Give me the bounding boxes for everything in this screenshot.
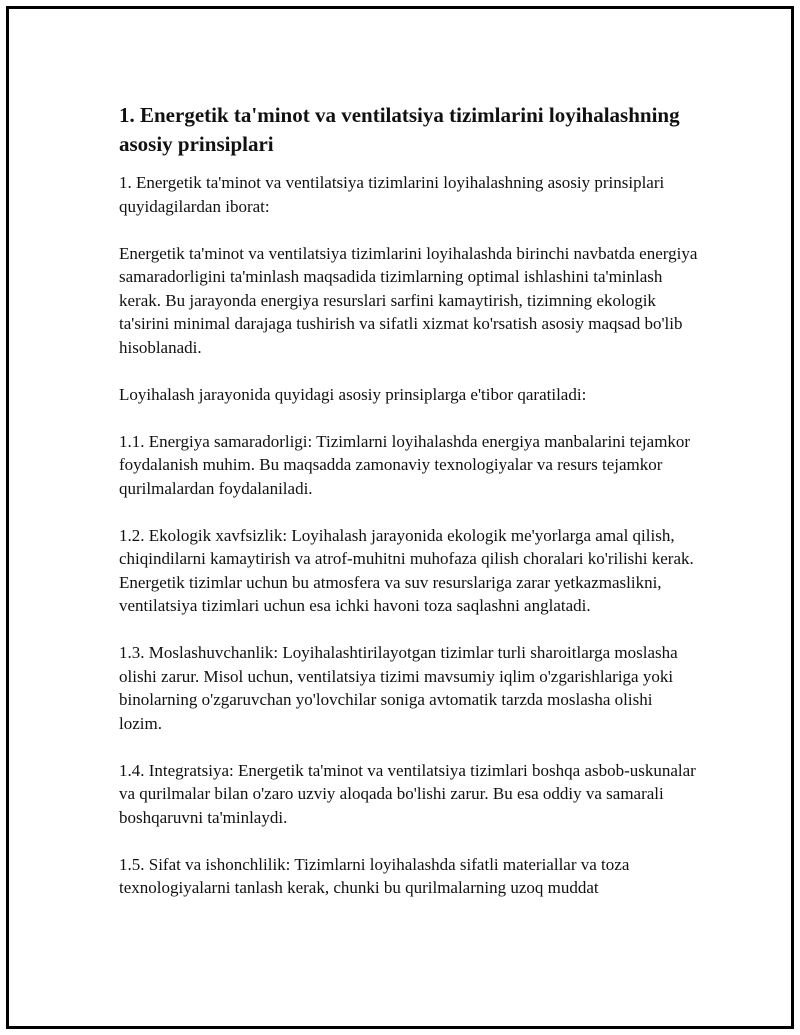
document-title: 1. Energetik ta'minot va ventilatsiya tizimlarini loyihalashning asosiy prinsiplari [119,103,680,156]
page-frame [6,6,794,1029]
paragraph-quality-reliability: 1.5. Sifat va ishonchlilik: Tizimlarni loyihalashda sifatli materiallar va toza texnologiyalarni tanlash kerak, chunki bu qurilmalarning uzoq muddat [119,854,630,897]
paragraph-intro: 1. Energetik ta'minot va ventilatsiya tizimlarini loyihalashning asosiy prinsiplari quyidagilardan iborat: [119,173,665,216]
paragraph-flexibility: 1.3. Moslashuvchanlik: Loyihalashtirilayotgan tizimlar turli sharoitlarga moslasha olishi zarur. Misol uchun, ventilatsiya tizimi mavsumiy iqlim o'zgarishlariga yoki binolarning o'zgaruvchan yo'lovchilar soniga avtomatik tarzda moslasha olishi lozim. [119,643,678,733]
paragraph-ecological-safety: 1.2. Ekologik xavfsizlik: Loyihalash jarayonida ekologik me'yorlarga amal qilish, chiqindilarni kamaytirish va atrof-muhitni muhofaza qilish choralari ko'rilishi kerak. Energetik tizimlar uchun bu atmosfera va suv resurslariga zarar yetkazmaslikni, ventilatsiya tizimlari uchun esa ichki havoni toza saqlashni anglatadi. [119,525,694,615]
paragraph-integration: 1.4. Integratsiya: Energetik ta'minot va ventilatsiya tizimlari boshqa asbob-uskunalar va qurilmalar bilan o'zaro uzviy aloqada bo'lishi zarur. Bu esa oddiy va samarali boshqaruvni ta'minlaydi. [119,760,696,827]
paragraph-overview: Energetik ta'minot va ventilatsiya tizimlarini loyihalashda birinchi navbatda energiya samaradorligini ta'minlash maqsadida tizimlarning optimal ishlashini ta'minlash kerak. Bu jarayonda energiya resurslari sarfini kamaytirish, tizimning ekologik ta'sirini minimal darajaga tushirish va sifatli xizmat ko'rsatish asosiy maqsad bo'lib hisoblanadi. [119,243,698,357]
paragraph-energy-efficiency: 1.1. Energiya samaradorligi: Tizimlarni loyihalashda energiya manbalarini tejamkor foydalanish muhim. Bu maqsadda zamonaviy texnologiyalar va resurs tejamkor qurilmalardan foydalaniladi. [119,431,691,498]
paragraph-principles-lead: Loyihalash jarayonida quyidagi asosiy prinsiplarga e'tibor qaratiladi: [119,384,587,404]
document-body [119,101,699,923]
